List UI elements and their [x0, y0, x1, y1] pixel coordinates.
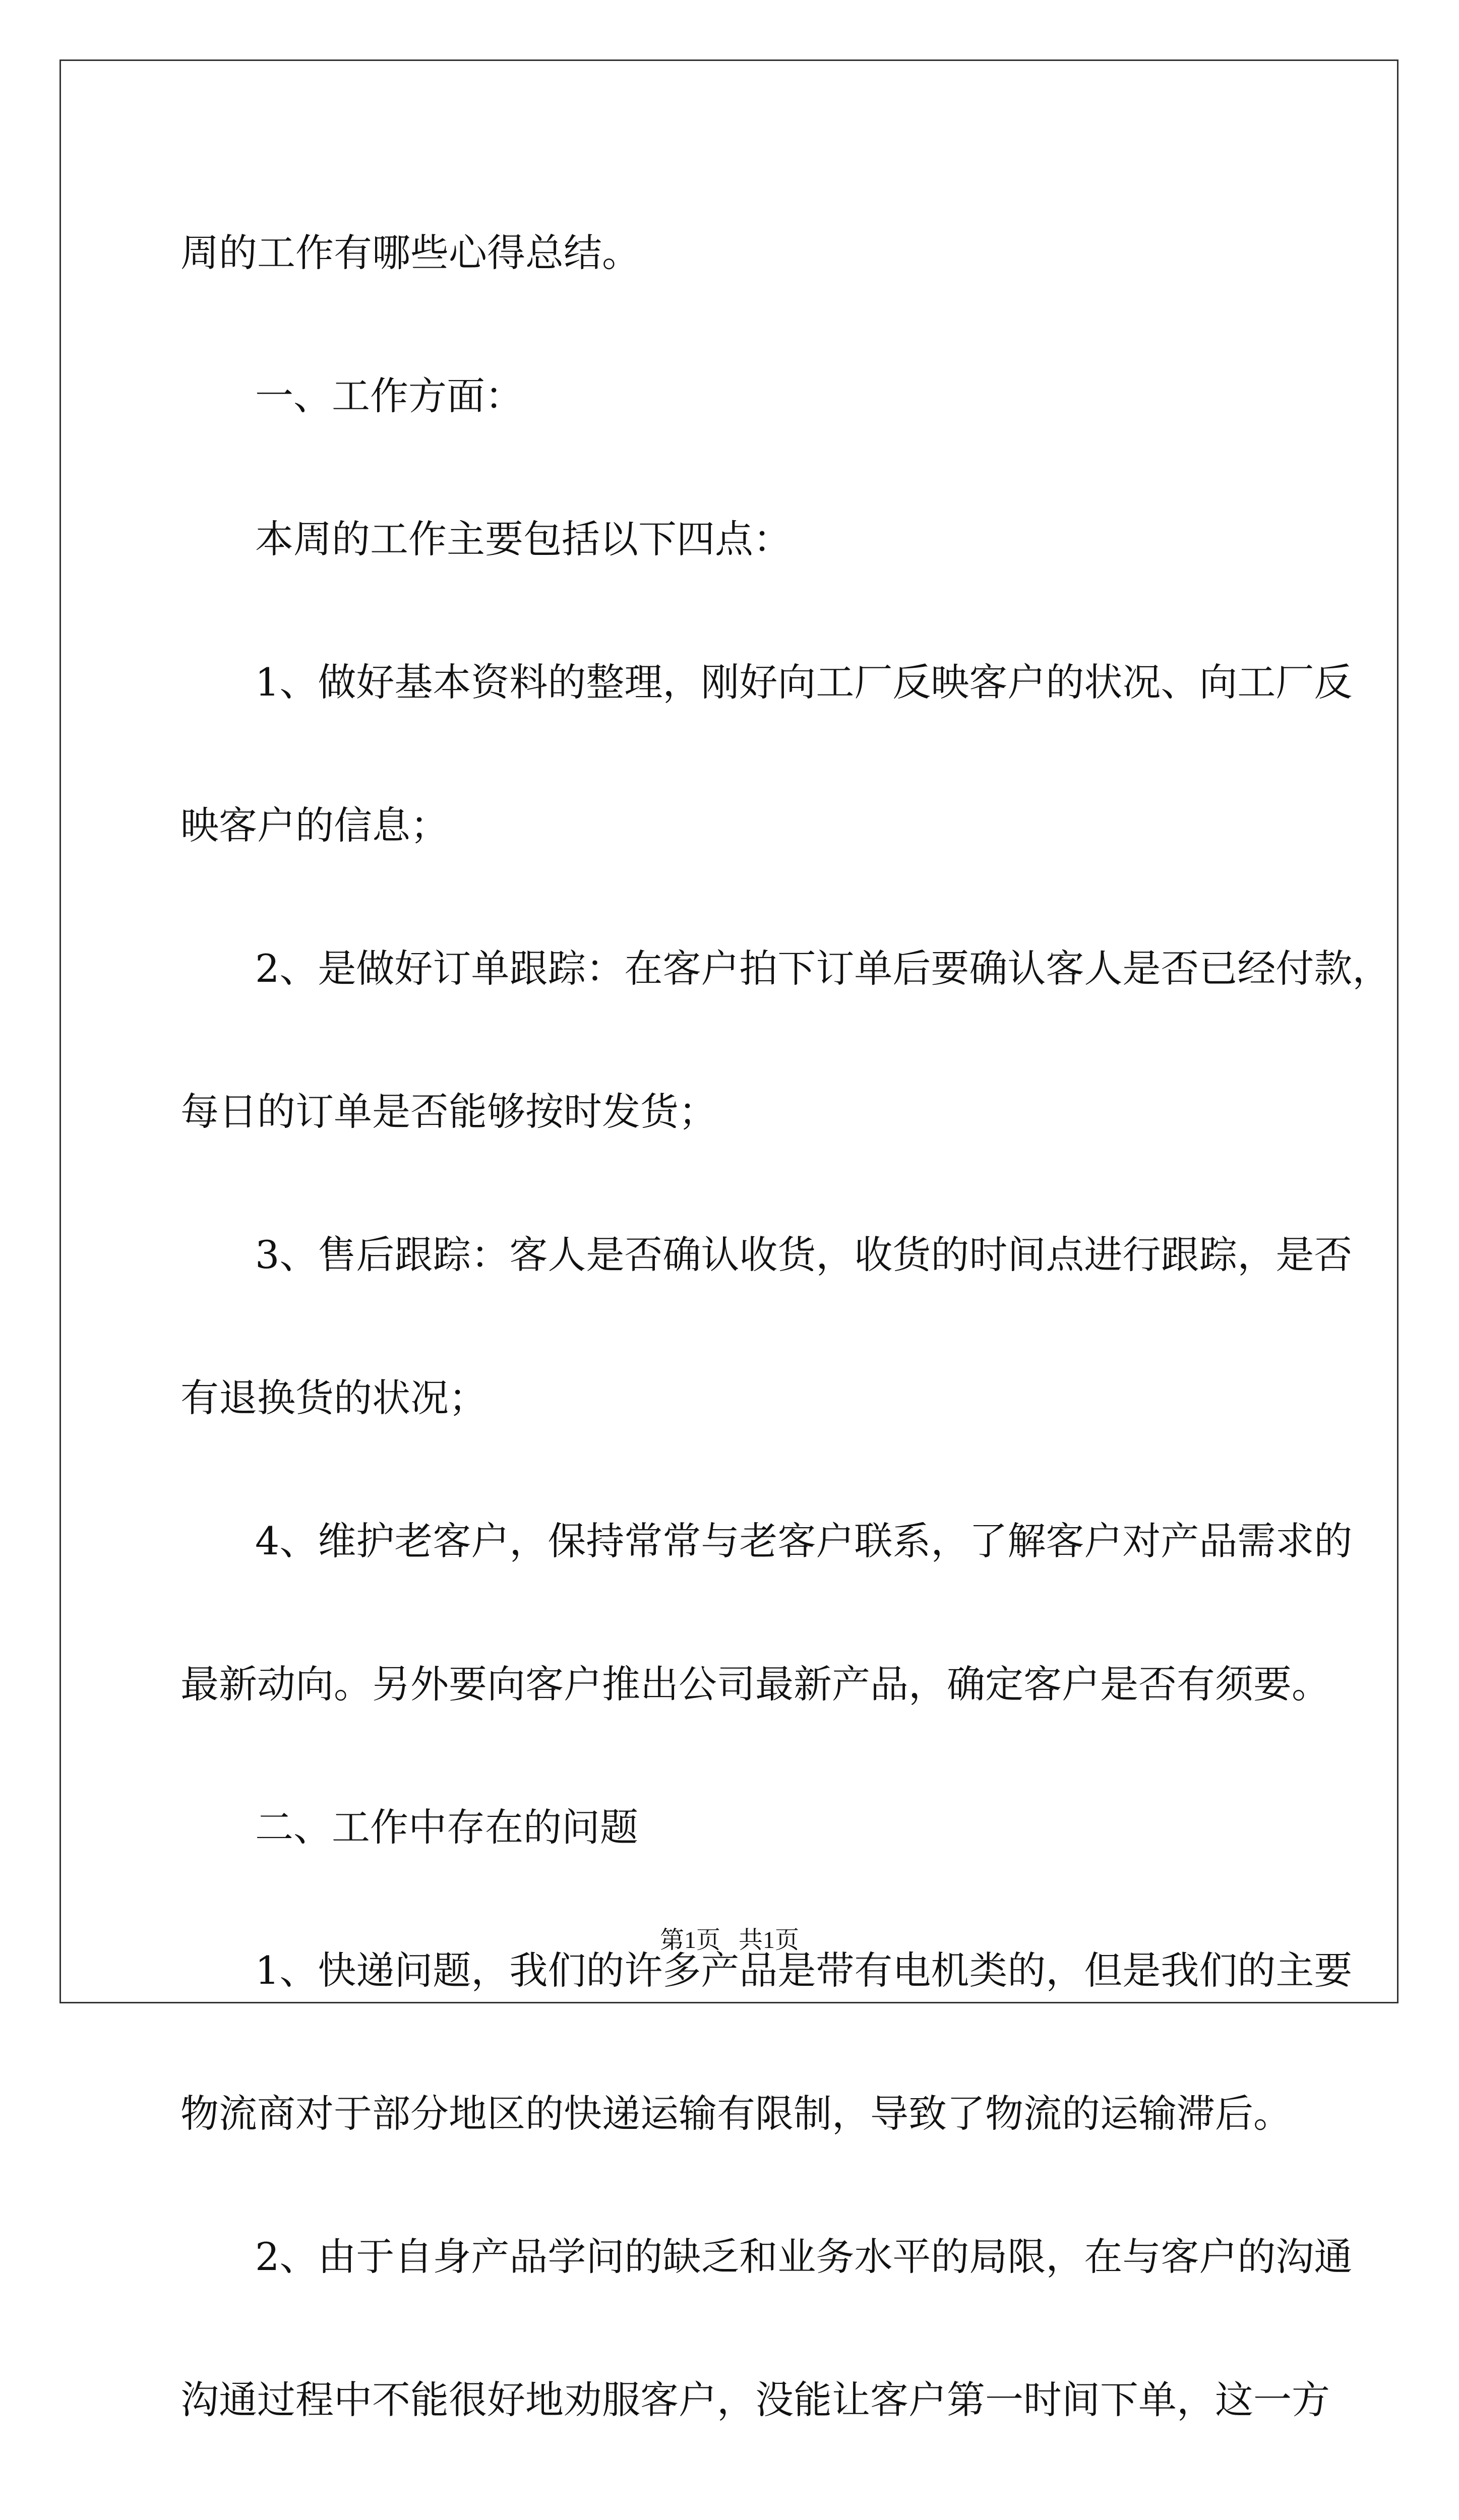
paragraph-line-1: 周的工作有哪些心得总结。 — [180, 230, 640, 275]
document-body — [180, 181, 1391, 2520]
list-item-4-line-1: 4、维护老客户，保持常常与老客户联系，了解客户对产品需求的 — [255, 1519, 1353, 1563]
list-item-3-line-2: 有退换货的状况； — [180, 1375, 487, 1420]
page-number: 第1页 共1页 — [659, 1927, 799, 1954]
section-heading-problems: 二、工作中存在的问题 — [255, 1805, 638, 1850]
problem-1-line-2: 物流商对于部分地区的快递运输有限制，导致了物流的运输滞后。 — [180, 2091, 1292, 2136]
section-heading-work: 一、工作方面： — [255, 373, 523, 418]
paragraph-line-3: 本周的工作主要包括以下四点： — [255, 517, 792, 561]
list-item-1-line-1: 1、做好基本资料的整理，刚好向工厂反映客户的状况、向工厂反 — [255, 660, 1353, 705]
list-item-2-line-2: 每日的订单是否能够按时发货； — [180, 1089, 717, 1134]
list-item-3-line-1: 3、售后跟踪：客人是否确认收货，收货的时间点进行跟踪，是否 — [255, 1232, 1353, 1277]
list-item-4-line-2: 最新动向。另外要向客户推出公司最新产品，确定客户是否有须要。 — [180, 1662, 1330, 1707]
problem-2-line-2: 沟通过程中不能很好地劝服客户，没能让客户第一时间下单，这一方 — [180, 2377, 1330, 2422]
page-footer — [0, 1920, 1459, 1955]
problem-2-line-1: 2、由于自身产品学问的缺乏和业务水平的局限，在与客户的沟通 — [255, 2234, 1353, 2279]
list-item-1-line-2: 映客户的信息； — [180, 803, 449, 848]
problem-1-line-1: 1、快递问题，我们的许多产品是带有电机类的，但是我们的主要 — [255, 1948, 1353, 1993]
list-item-2-line-1: 2、是做好订单跟踪：在客户拍下订单后要确认客人是否已经付款， — [255, 946, 1391, 991]
problem-2-line-3 — [180, 2472, 1280, 2520]
